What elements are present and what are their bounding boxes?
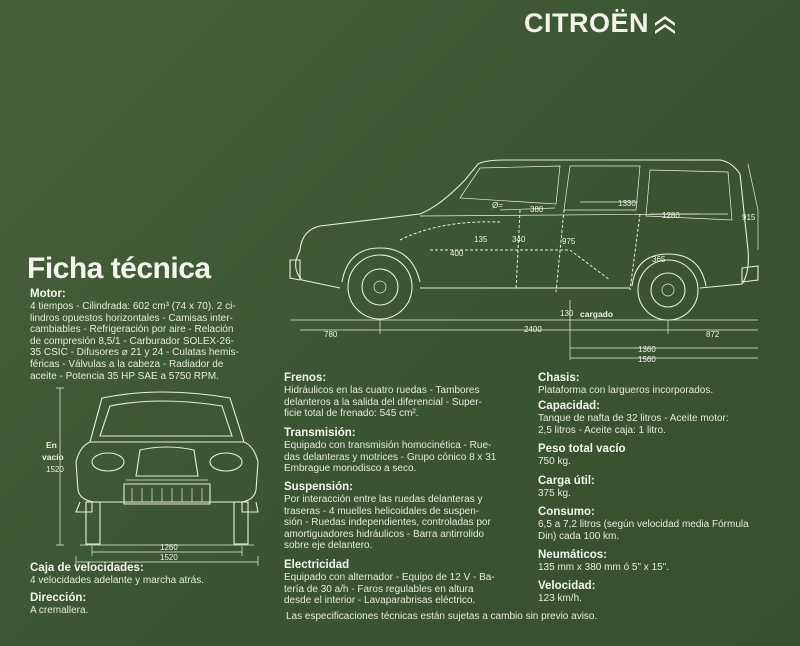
direccion-line: A cremallera. [30,605,89,616]
dim-cargado: cargado [580,309,614,319]
section-velocidad [538,580,783,605]
chasis-line: Plataforma con largueros incorporados. [538,385,714,396]
section-chasis [538,372,783,397]
dim-en: En [46,440,57,450]
suspension-line: Por interacción entre las ruedas delanteras y [284,494,483,505]
peso-heading: Peso total vacío [538,443,626,455]
side-rear-wheel [638,260,698,320]
motor-line: 35 CSIC - Difusores ⌀ 21 y 24 - Culatas hemis- [30,347,239,359]
consumo-line: 6,5 a 7,2 litros (según velocidad media Fórmula [538,519,749,530]
consumo-line: Din) cada 100 km. [538,530,620,542]
neumaticos-line: 135 mm x 380 mm ó 5" x 15". [538,562,670,573]
side-body-outline [300,160,748,288]
electricidad-line: desde el interior - Lavaparabrisas eléctrico. [284,595,476,607]
double-chevron-icon [653,13,677,35]
dim-2400: 2400 [524,325,542,334]
brand-name: CITROËN [524,8,649,38]
suspension-line: sobre eje delantero. [284,540,373,552]
electricidad-line: Equipado con alternador - Equipo de 12 V - Ba- [284,572,495,583]
consumo-heading: Consumo: [538,506,595,518]
neumaticos-heading: Neumáticos: [538,549,608,561]
suspension-line: traseras - 4 muelles helicoidales de suspen- [284,505,480,517]
caja-heading: Caja de velocidades: [30,562,144,574]
motor-line: de compresión 8,5/1 - Carburador SOLEX-26- [30,335,234,347]
transmision-heading: Transmisión: [284,427,356,439]
section-suspension [284,481,524,552]
footnote: Las especificaciones técnicas están sujetas a cambio sin previo aviso. [286,611,598,622]
dim-400: 400 [450,249,464,258]
electricidad-heading: Electricidad [284,559,350,571]
chasis-heading: Chasis: [538,372,580,384]
transmision-line: Embrague monodisco a seco. [284,463,417,475]
dim-1520-horizontal: 1520 [160,553,178,562]
frenos-line: ficie total de frenado: 545 cm². [284,408,419,420]
dim-phi: Ø= [492,201,503,210]
section-frenos [284,372,524,420]
dim-1560: 1560 [638,355,656,364]
direccion-heading: Dirección: [30,592,87,604]
dim-915: 915 [742,213,756,222]
carga-line: 375 kg. [538,488,571,499]
motor-line: aceite - Potencia 35 HP SAE a 5750 RPM. [30,370,219,382]
motor-line: féricas - Válvulas a la cabeza - Radiador de [30,358,224,370]
dim-780: 780 [324,330,338,339]
velocidad-heading: Velocidad: [538,580,596,592]
velocidad-line: 123 km/h. [538,593,582,604]
front-view-diagram [40,380,272,570]
dim-1520-vertical: 1520 [46,465,64,474]
capacidad-heading: Capacidad: [538,400,600,412]
motor-line: lindros opuestos horizontales - Camisas inter- [30,312,233,324]
dim-872: 872 [706,330,720,339]
section-consumo [538,506,783,542]
dim-135: 135 [474,235,488,244]
section-capacidad [538,400,783,436]
motor-line: cambiables - Refrigeración por aire - Relación [30,324,234,336]
section-direccion [30,592,270,617]
dim-1260: 1260 [160,543,178,552]
caja-line: 4 velocidades adelante y marcha atrás. [30,575,204,586]
brand-logo [524,8,677,39]
section-carga [538,475,783,500]
frenos-line: delanteros a la salida del diferencial - Super- [284,396,482,408]
dim-vacio: vacío [42,452,64,462]
peso-line: 750 kg. [538,456,571,467]
electricidad-line: tería de 30 a/h - Faros regulables en altura [284,583,474,595]
motor-line: 4 tiempos - Cilindrada: 602 cm³ (74 x 70). 2 ci- [30,301,236,312]
carga-heading: Carga útil: [538,475,595,487]
section-caja [30,562,270,587]
section-motor [30,288,270,382]
page-title: Ficha técnica [27,252,211,285]
capacidad-line: Tanque de nafta de 32 litros - Aceite motor: [538,413,729,424]
suspension-line: sión - Ruedas independientes, controladas por [284,517,491,529]
side-view-diagram [280,150,780,365]
suspension-line: amortiguadores hidráulicos - Barra antirrolido [284,528,485,540]
dim-1330: 1330 [618,199,636,208]
dim-340: 340 [512,235,526,244]
transmision-line: das delanteras y motrices - Grupo cónico 8 x 31 [284,451,497,463]
dim-1360: 1360 [638,345,656,354]
dim-975: 975 [562,237,576,246]
motor-heading: Motor: [30,288,66,300]
section-electricidad [284,559,524,607]
dim-365: 365 [652,255,666,264]
section-neumaticos [538,549,783,574]
front-windshield [90,392,244,442]
dim-130: 130 [560,309,574,318]
capacidad-line: 2,5 litros - Aceite caja: 1 litro. [538,424,666,436]
section-transmision [284,427,524,475]
transmision-line: Equipado con transmisión homocinética - Rue- [284,440,492,451]
dim-380: 380 [530,205,544,214]
frenos-line: Hidráulicos en las cuatro ruedas - Tambores [284,385,480,396]
side-front-wheel [348,255,412,319]
frenos-heading: Frenos: [284,372,327,384]
dim-1280: 1280 [662,211,680,220]
section-peso [538,443,783,468]
suspension-heading: Suspensión: [284,481,354,493]
